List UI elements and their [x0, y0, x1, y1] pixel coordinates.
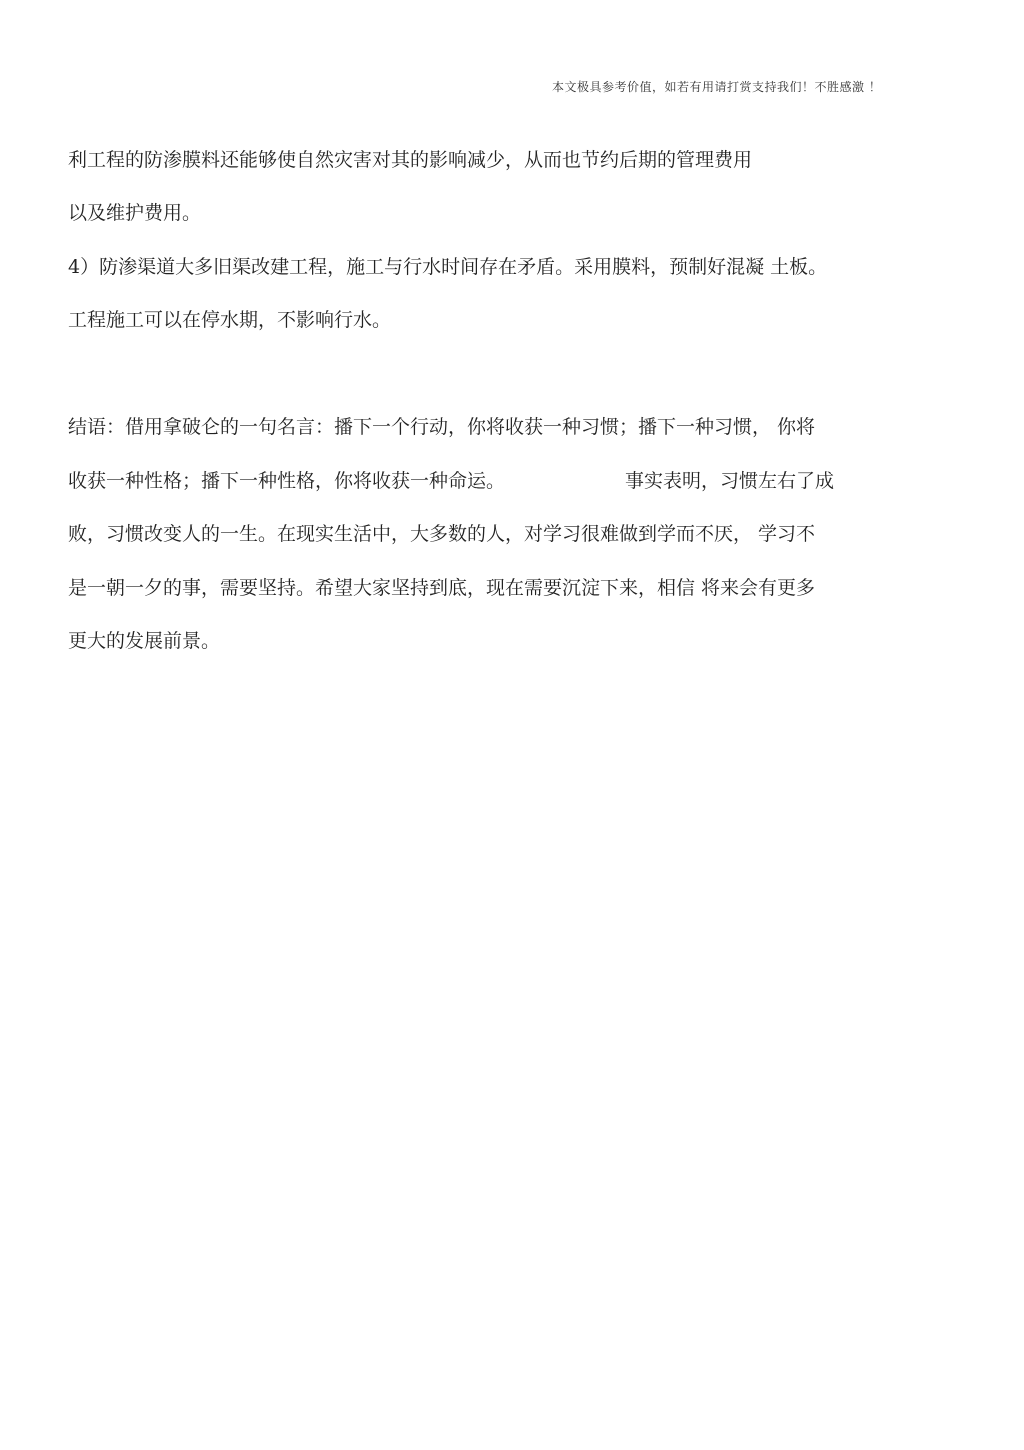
- paragraph-3-line-1: 结语：借用拿破仑的一句名言：播下一个行动，你将收获一种习惯；播下一种习惯， 你将: [68, 416, 816, 438]
- paragraph-1-line-1: 利工程的防渗膜料还能够使自然灾害对其的影响减少，从而也节约后期的管理费用: [68, 149, 753, 171]
- paragraph-2-line-2: 工程施工可以在停水期，不影响行水。: [68, 309, 392, 331]
- header-note: 本文极具参考价值，如若有用请打赏支持我们！不胜感激 ！: [552, 80, 882, 94]
- paragraph-3-line-5: 更大的发展前景。: [68, 630, 221, 652]
- paragraph-3-line-3: 败，习惯改变人的一生。在现实生活中，大多数的人，对学习很难做到学而不厌， 学习不: [68, 523, 816, 545]
- paragraph-3-line-2-part-a: 收获一种性格；播下一种性格，你将收获一种命运。: [68, 470, 506, 492]
- paragraph-2-line-1: 4）防渗渠道大多旧渠改建工程，施工与行水时间存在矛盾。采用膜料，预制好混凝 土板。: [68, 256, 828, 278]
- paragraph-3-line-4: 是一朝一夕的事，需要坚持。希望大家坚持到底，现在需要沉淀下来，相信 将来会有更多: [68, 577, 816, 599]
- paragraph-1-line-2: 以及维护费用。: [68, 202, 202, 224]
- paragraph-3-line-2: [68, 468, 834, 494]
- paragraph-3-line-2-part-b: 事实表明，习惯左右了成: [625, 470, 835, 492]
